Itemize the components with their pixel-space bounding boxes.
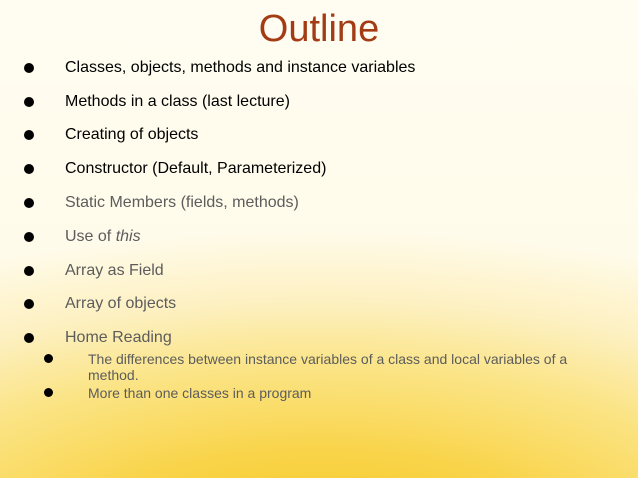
bullet-text: Methods in a class (last lecture) <box>65 93 290 110</box>
sub-bullet-dot-icon <box>44 388 53 397</box>
bullet-dot-icon <box>24 266 34 276</box>
bullet-text: Array of objects <box>65 295 177 312</box>
bullet-text-prefix: Use of <box>65 228 116 245</box>
bullet-dot-icon <box>24 333 34 343</box>
bullet-text-emphasis: this <box>115 228 141 245</box>
bullet-text: Creating of objects <box>65 126 199 143</box>
bullet-text: Constructor (Default, Parameterized) <box>65 160 327 177</box>
bullet-text: Array as Field <box>65 262 164 279</box>
sub-bullet-text: The differences between instance variables of a class and local variables of a method. <box>88 351 568 383</box>
bullet-dot-icon <box>24 130 34 140</box>
bullet-dot-icon <box>24 97 34 107</box>
bullet-dot-icon <box>24 198 34 208</box>
bullet-text: Classes, objects, methods and instance variables <box>65 59 416 76</box>
sub-bullet-dot-icon <box>44 354 53 363</box>
sub-bullet-text: More than one classes in a program <box>88 385 312 401</box>
bullet-dot-icon <box>24 299 34 309</box>
bullet-text: Static Members (fields, methods) <box>65 194 299 211</box>
bullet-dot-icon <box>24 164 34 174</box>
bullet-text: Home Reading <box>65 329 172 346</box>
bullet-text <box>65 226 141 248</box>
slide-title: Outline <box>258 8 380 50</box>
bullet-dot-icon <box>24 232 34 242</box>
bullet-dot-icon <box>24 63 34 73</box>
